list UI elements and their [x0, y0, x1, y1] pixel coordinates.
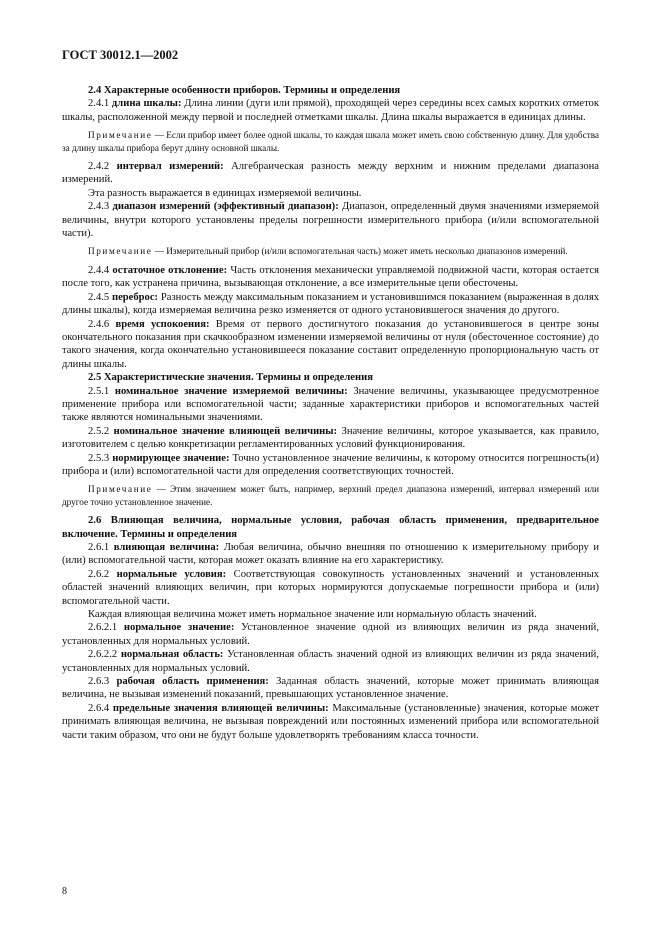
definition-text: Соответствующая совокупность установленных значений и установленных областей значений влияющих величин, при которых нормируются допускаемые погрешности прибора и (или) вспомогательной части.: [62, 568, 599, 607]
term: остаточное отклонение:: [112, 264, 228, 276]
term: длина шкалы:: [111, 98, 182, 110]
definition-paragraph: [62, 675, 599, 702]
section-heading: 2.6 Влияющая величина, нормальные условия, рабочая область применения, предварительное включение. Термины и определения: [62, 515, 599, 540]
section-heading: 2.5 Характеристические значения. Термины и определения: [88, 372, 373, 384]
definition-paragraph: [62, 318, 599, 372]
term: нормальное значение:: [123, 622, 235, 634]
clause-number: 2.5.2: [88, 425, 110, 437]
note-paragraph: [62, 245, 599, 257]
definition-text: Любая величина, обычно внешняя по отношению к измерительному прибору и (или) вспомогательной части, которая может оказать влияние на его характеристику.: [62, 542, 599, 567]
term: диапазон измерений (эффективный диапазон):: [112, 201, 339, 213]
definition-text: Часть отклонения механически управляемой подвижной части, которая остается после того, как устранена причина, вызывающая отклонение, а все измерительные цепи обесточены.: [62, 264, 599, 290]
note-label: Примечание: [88, 484, 153, 495]
clause-number: 2.6.2: [88, 568, 110, 580]
clause-number: 2.5.3: [88, 452, 110, 464]
definition-paragraph: [62, 702, 599, 742]
definition-paragraph: [62, 425, 599, 452]
definition-text: Максимальные (установленные) значения, которые может принимать влияющая величина, не вызывая повреждений или постоянных изменений прибора или вспомогательной части таким образом, что они не будут больше удовлетворять требованиям класса точности.: [62, 702, 599, 741]
definition-text: Установленное значение одной из влияющих величин из ряда значений, установленных для нормальных условий.: [62, 622, 599, 647]
definition-paragraph: [62, 452, 599, 479]
clause-number: 2.4.2: [88, 161, 110, 173]
definition-paragraph: [62, 648, 599, 675]
note-label: Примечание: [88, 246, 153, 257]
definition-text: Алгебраическая разность между верхним и нижним пределами диапазона измерений.: [62, 161, 599, 186]
clause-number: 2.6.2.1: [88, 622, 118, 634]
term: нормальная область:: [120, 649, 224, 661]
definition-paragraph: [62, 541, 599, 568]
definition-paragraph: [62, 621, 599, 648]
definition-paragraph: [62, 291, 599, 318]
term: рабочая область применения:: [116, 676, 269, 688]
section-heading: 2.4 Характерные особенности приборов. Термины и определения: [88, 85, 401, 96]
clause-number: 2.6.2.2: [88, 649, 118, 661]
clause-number: 2.4.1: [88, 98, 110, 110]
definition-text: Диапазон, определенный двумя значениями измеряемой величины, внутри которого установлены пределы погрешности измерительного прибора (и/или вспомогательной части).: [62, 201, 599, 240]
definition-text: Установленная область значений одной из влияющих величин из ряда значений, установленных для нормальных условий.: [62, 649, 599, 674]
clause-number: 2.6.1: [88, 542, 110, 553]
definition-paragraph: [62, 568, 599, 608]
page-header: ГОСТ 30012.1—2002: [62, 48, 179, 62]
term: переброс:: [111, 291, 159, 303]
page-number: 8: [62, 886, 67, 897]
note-text: — Этим значением может быть, например, верхний предел диапазона измерений, интервал измерений или другое точно установленное значение.: [62, 484, 600, 507]
clause-number: 2.5.1: [88, 385, 110, 397]
definition-text: Время от первого достигнутого показания до установившегося в центре зоны окончательного показания при скачкообразном изменении измеряемой величины от нуля (обесточенное состояние) до такого значения, когда окончательно установившееся показание составит определенную пропорциональную часть от длины шкалы.: [62, 318, 599, 370]
definition-text: Заданная область значений, которые может принимать влияющая величина, не вызывая изменений показаний, превышающих установленное значение.: [62, 676, 599, 701]
clause-number: 2.4.5: [88, 291, 110, 303]
note-paragraph: [62, 129, 599, 154]
definition-paragraph: [62, 264, 599, 291]
clause-number: 2.4.6: [88, 318, 110, 330]
definition-text: Точно установленное значение величины, к которому относится погрешность(и) прибора и (или) вспомогательной части для определения соответствующих точностей.: [62, 452, 599, 477]
term: номинальное значение измеряемой величины:: [114, 385, 348, 397]
definition-paragraph: [62, 385, 599, 425]
definition-text: Длина линии (дуги или прямой), проходящей через середины всех самых коротких отметок шкалы, расположенной между первой и последней отметками шкалы. Длина шкалы выражается в единицах длины.: [62, 98, 599, 123]
clause-number: 2.4.4: [88, 264, 110, 276]
note-label: Примечание: [88, 130, 153, 141]
term: нормирующее значение:: [112, 452, 230, 464]
term: нормальные условия:: [116, 568, 227, 580]
term: время успокоения:: [115, 318, 210, 330]
definition-paragraph: [62, 160, 599, 187]
document-body: [62, 84, 599, 742]
term: интервал измерений:: [116, 161, 224, 173]
term: влияющая величина:: [113, 542, 220, 553]
definition-text: Значение величины, указывающее предусмотренное применение прибора или вспомогательной части; заданные характеристики приборов и вспомогательных частей также являются номинальными значениями.: [62, 385, 599, 424]
term: номинальное значение влияющей величины:: [113, 425, 338, 437]
body-paragraph: Каждая влияющая величина может иметь нормальное значение или нормальную область значений.: [88, 609, 537, 621]
term: предельные значения влияющей величины:: [112, 702, 329, 714]
clause-number: 2.4.3: [88, 201, 110, 213]
definition-paragraph: [62, 200, 599, 240]
definition-text: Разность между максимальным показанием и установившимся показанием (выраженная в долях длины шкалы), когда измеряемая величина резко изменяется от одного установившегося значения до другого.: [62, 291, 599, 317]
clause-number: 2.6.3: [88, 676, 110, 688]
body-paragraph: Эта разность выражается в единицах измеряемой величины.: [88, 187, 362, 199]
note-paragraph: [62, 483, 599, 508]
note-text: — Если прибор имеет более одной шкалы, то каждая шкала может иметь свою собственную длину. Для удобства за длину шкалы прибора берут длину основной шкалы.: [62, 130, 599, 153]
definition-text: Значение величины, которое указывается, как правило, изготовителем с целью конкретизации регламентированных условий функционирования.: [62, 425, 599, 451]
definition-paragraph: [62, 97, 599, 124]
note-text: — Измерительный прибор (и/или вспомогательная часть) может иметь несколько диапазонов измерений.: [154, 246, 568, 257]
clause-number: 2.6.4: [88, 702, 110, 714]
